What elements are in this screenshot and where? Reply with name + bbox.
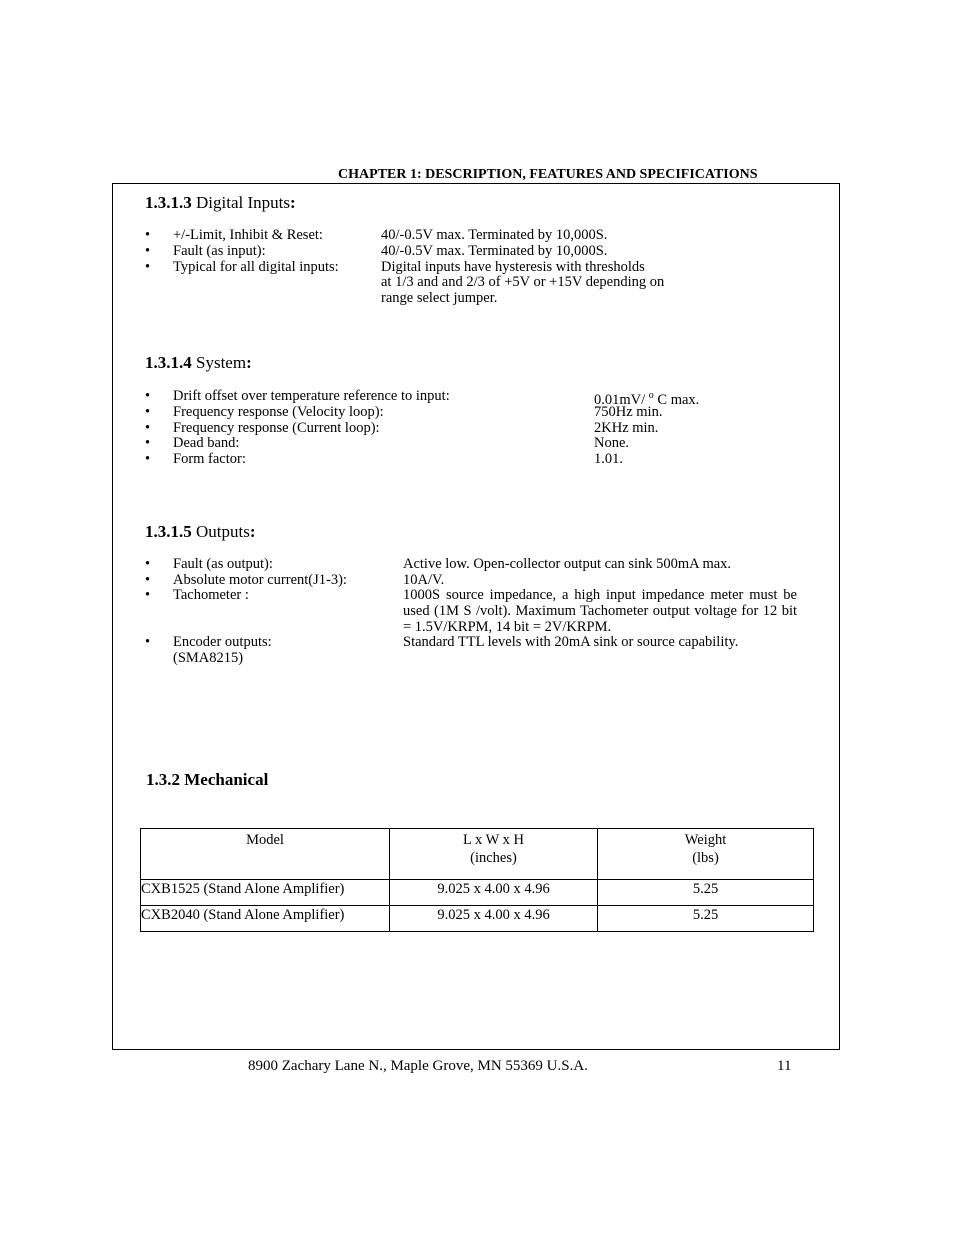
table-cell: CXB2040 (Stand Alone Amplifier) (141, 906, 390, 932)
item-value: 1000S source impedance, a high input impedance meter must be used (1M S /volt). Maximum Tachometer output voltage for 12 bit = 1.5V/KRPM, 14 bit = 2V/KRPM. (403, 587, 797, 635)
bullet-icon: • (145, 404, 151, 420)
item-label: Drift offset over temperature reference to input: (173, 388, 450, 404)
table-cell: 9.025 x 4.00 x 4.96 (390, 880, 598, 906)
section-title: Outputs (196, 522, 250, 541)
chapter-header: CHAPTER 1: DESCRIPTION, FEATURES AND SPECIFICATIONS (338, 167, 758, 182)
item-label: Fault (as input): (173, 243, 266, 259)
outputs-heading (145, 522, 256, 542)
mechanical-table (140, 828, 814, 932)
item-value: 40/-0.5V max. Terminated by 10,000S. (381, 243, 608, 259)
table-cell: 9.025 x 4.00 x 4.96 (390, 906, 598, 932)
item-label: Fault (as output): (173, 556, 273, 572)
section-colon: : (249, 522, 256, 541)
bullet-icon: • (145, 259, 151, 275)
item-value: 2KHz min. (594, 420, 659, 436)
item-value: Active low. Open-collector output can sink 500mA max. (403, 556, 732, 572)
table-cell: 5.25 (598, 906, 814, 932)
section-number: 1.3.1.5 (145, 522, 192, 541)
section-number: 1.3.1.4 (145, 353, 192, 372)
item-label: Frequency response (Current loop): (173, 420, 380, 436)
bullet-icon: • (145, 227, 151, 243)
system-heading (145, 353, 252, 373)
item-value: 40/-0.5V max. Terminated by 10,000S. (381, 227, 608, 243)
item-label: +/-Limit, Inhibit & Reset: (173, 227, 323, 243)
item-value: None. (594, 435, 630, 451)
item-label: Frequency response (Velocity loop): (173, 404, 384, 420)
item-value-line: at 1/3 and and 2/3 of +5V or +15V depending on (381, 274, 665, 290)
table-row (141, 906, 814, 932)
section-title: System (196, 353, 247, 372)
bullet-icon: • (145, 420, 151, 436)
item-label: Absolute motor current(J1-3): (173, 572, 347, 588)
item-label: Encoder outputs: (173, 634, 272, 650)
table-cell: CXB1525 (Stand Alone Amplifier) (141, 880, 390, 906)
item-label: Typical for all digital inputs: (173, 259, 339, 275)
column-header-model: Model (141, 829, 390, 880)
item-label-sub: (SMA8215) (173, 650, 244, 666)
page-number: 11 (777, 1058, 792, 1074)
column-header-weight: Weight (lbs) (598, 829, 814, 880)
item-value: Standard TTL levels with 20mA sink or source capability. (403, 634, 739, 650)
item-value-line: Digital inputs have hysteresis with thresholds (381, 259, 645, 275)
bullet-icon: • (145, 634, 151, 650)
table-cell: 5.25 (598, 880, 814, 906)
table-row (141, 880, 814, 906)
item-value: 1.01. (594, 451, 623, 467)
table-header-row (141, 829, 814, 880)
section-colon: : (289, 193, 296, 212)
bullet-icon: • (145, 587, 151, 603)
footer-address: 8900 Zachary Lane N., Maple Grove, MN 55369 U.S.A. (248, 1058, 588, 1074)
section-number: 1.3.1.3 (145, 193, 192, 212)
item-label: Dead band: (173, 435, 240, 451)
item-value-line: range select jumper. (381, 290, 498, 306)
bullet-icon: • (145, 572, 151, 588)
bullet-icon: • (145, 243, 151, 259)
item-value: 0.01mV/ $^o$ C max. (594, 390, 700, 408)
section-colon: : (246, 353, 252, 372)
item-label: Tachometer : (173, 587, 249, 603)
item-value: 10A/V. (403, 572, 445, 588)
digital-inputs-heading (145, 193, 296, 213)
item-value: 750Hz min. (594, 404, 663, 420)
column-header-dimensions: L x W x H (inches) (390, 829, 598, 880)
item-label: Form factor: (173, 451, 246, 467)
bullet-icon: • (145, 451, 151, 467)
section-title: Digital Inputs (196, 193, 290, 212)
bullet-icon: • (145, 388, 151, 404)
mechanical-heading: 1.3.2 Mechanical (146, 770, 269, 789)
bullet-icon: • (145, 556, 151, 572)
bullet-icon: • (145, 435, 151, 451)
